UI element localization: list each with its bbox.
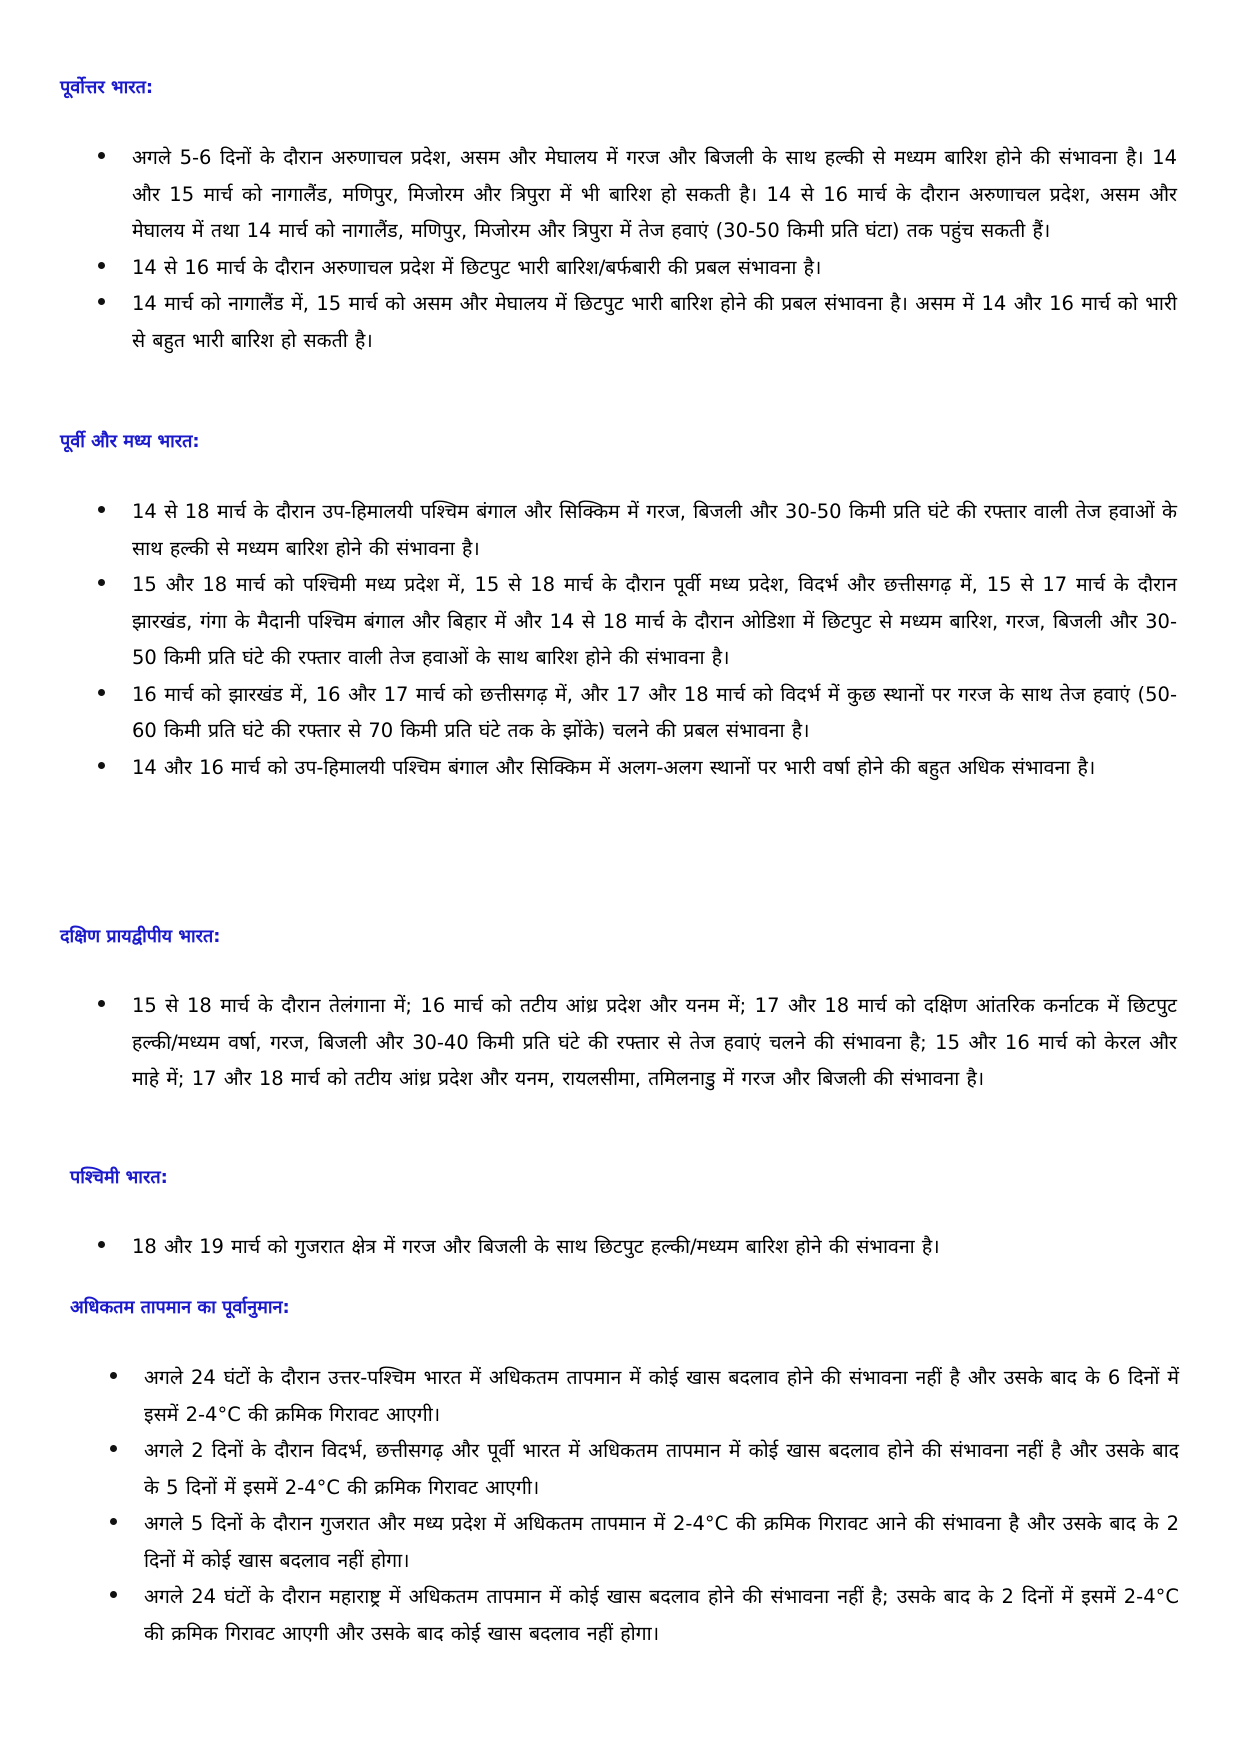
list-item [0, 250, 1241, 287]
list-item-text: अगले 5-6 दिनों के दौरान अरुणाचल प्रदेश, असम और मेघालय में गरज और बिजली के साथ हल्की से मध्यम बारिश होने की संभावना है। 14 और 15 मार्च को नागालैंड, मणिपुर, मिजोरम और त्रिपुरा में भी बारिश हो सकती है। 14 से 16 मार्च के दौरान अरुणाचल प्रदेश, असम और मेघालय में तथा 14 मार्च को नागालैंड, मणिपुर, मिजोरम और त्रिपुरा में तेज हवाएं (30-50 किमी प्रति घंटा) तक पहुंच सकती हैं। [132, 146, 1177, 242]
list-item [0, 1229, 1241, 1266]
section-heading: पूर्वोत्तर भारत: [60, 77, 154, 98]
bullet-list [0, 988, 1241, 1098]
list-item-text: 14 और 16 मार्च को उप-हिमालयी पश्चिम बंगाल और सिक्किम में अलग-अलग स्थानों पर भारी वर्षा होने की बहुत अधिक संभावना है। [132, 755, 1096, 779]
bullet-icon [110, 1445, 117, 1452]
bullet-list [0, 1360, 1241, 1652]
list-item [0, 1579, 1241, 1652]
bullet-icon [98, 506, 105, 513]
bullet-icon [110, 1591, 117, 1598]
bullet-icon [98, 152, 105, 159]
section-heading: अधिकतम तापमान का पूर्वानुमान: [70, 1297, 290, 1318]
list-item [0, 1360, 1241, 1433]
list-item-text: 15 से 18 मार्च के दौरान तेलंगाना में; 16 मार्च को तटीय आंध्र प्रदेश और यनम में; 17 और 18 मार्च को दक्षिण आंतरिक कर्नाटक में छिटपुट हल्की/मध्यम वर्षा, गरज, बिजली और 30-40 किमी प्रति घंटे की रफ्तार से तेज हवाएं चलने की संभावना है; 15 और 16 मार्च को केरल और माहे में; 17 और 18 मार्च को तटीय आंध्र प्रदेश और यनम, रायलसीमा, तमिलनाडु में गरज और बिजली की संभावना है। [132, 994, 1177, 1090]
list-item-text: 15 और 18 मार्च को पश्चिमी मध्य प्रदेश में, 15 से 18 मार्च के दौरान पूर्वी मध्य प्रदेश, विदर्भ और छत्तीसगढ़ में, 15 से 17 मार्च के दौरान झारखंड, गंगा के मैदानी पश्चिम बंगाल और बिहार में और 14 से 18 मार्च के दौरान ओडिशा में छिटपुट से मध्यम बारिश, गरज, बिजली और 30-50 किमी प्रति घंटे की रफ्तार वाली तेज हवाओं के साथ बारिश होने की संभावना है। [132, 573, 1177, 669]
bullet-icon [110, 1372, 117, 1379]
bullet-icon [98, 1000, 105, 1007]
bullet-icon [98, 579, 105, 586]
bullet-icon [110, 1518, 117, 1525]
section-heading: पूर्वी और मध्य भारत: [60, 431, 200, 452]
bullet-icon [98, 689, 105, 696]
list-item [0, 567, 1241, 677]
bullet-icon [98, 262, 105, 269]
bullet-list [0, 494, 1241, 786]
list-item [0, 988, 1241, 1098]
list-item [0, 1433, 1241, 1506]
list-item-text: 18 और 19 मार्च को गुजरात क्षेत्र में गरज और बिजली के साथ छिटपुट हल्की/मध्यम बारिश होने की संभावना है। [132, 1235, 940, 1258]
list-item-text: अगले 5 दिनों के दौरान गुजरात और मध्य प्रदेश में अधिकतम तापमान में 2-4°C की क्रमिक गिरावट आने की संभावना है और उसके बाद के 2 दिनों में कोई खास बदलाव नहीं होगा। [144, 1512, 1179, 1572]
section-heading: पश्चिमी भारत: [70, 1167, 168, 1188]
bullet-list [0, 1229, 1241, 1266]
list-item [0, 286, 1241, 359]
list-item [0, 494, 1241, 567]
bullet-icon [98, 1241, 105, 1248]
list-item-text: 14 मार्च को नागालैंड में, 15 मार्च को असम और मेघालय में छिटपुट भारी बारिश होने की प्रबल संभावना है। असम में 14 और 16 मार्च को भारी से बहुत भारी बारिश हो सकती है। [132, 292, 1177, 352]
list-item [0, 1506, 1241, 1579]
bullet-icon [98, 298, 105, 305]
bullet-icon [98, 762, 105, 769]
list-item [0, 677, 1241, 750]
bullet-list [0, 140, 1241, 359]
list-item-text: 16 मार्च को झारखंड में, 16 और 17 मार्च को छत्तीसगढ़ में, और 17 और 18 मार्च को विदर्भ में कुछ स्थानों पर गरज के साथ तेज हवाएं (50-60 किमी प्रति घंटे की रफ्तार से 70 किमी प्रति घंटे तक के झोंके) चलने की प्रबल संभावना है। [132, 682, 1177, 742]
list-item [0, 140, 1241, 250]
list-item [0, 750, 1241, 787]
section-heading: दक्षिण प्रायद्वीपीय भारत: [60, 926, 221, 947]
list-item-text: अगले 2 दिनों के दौरान विदर्भ, छत्तीसगढ़ और पूर्वी भारत में अधिकतम तापमान में कोई खास बदलाव होने की संभावना नहीं है और उसके बाद के 5 दिनों में इसमें 2-4°C की क्रमिक गिरावट आएगी। [144, 1439, 1179, 1499]
list-item-text: 14 से 18 मार्च के दौरान उप-हिमालयी पश्चिम बंगाल और सिक्किम में गरज, बिजली और 30-50 किमी प्रति घंटे की रफ्तार वाली तेज हवाओं के साथ हल्की से मध्यम बारिश होने की संभावना है। [132, 500, 1177, 560]
list-item-text: 14 से 16 मार्च के दौरान अरुणाचल प्रदेश में छिटपुट भारी बारिश/बर्फबारी की प्रबल संभावना है। [132, 255, 822, 279]
list-item-text: अगले 24 घंटों के दौरान महाराष्ट्र में अधिकतम तापमान में कोई खास बदलाव होने की संभावना नहीं है; उसके बाद के 2 दिनों में इसमें 2-4°C की क्रमिक गिरावट आएगी और उसके बाद कोई खास बदलाव नहीं होगा। [144, 1585, 1179, 1645]
list-item-text: अगले 24 घंटों के दौरान उत्तर-पश्चिम भारत में अधिकतम तापमान में कोई खास बदलाव होने की संभावना नहीं है और उसके बाद के 6 दिनों में इसमें 2-4°C की क्रमिक गिरावट आएगी। [144, 1366, 1179, 1426]
